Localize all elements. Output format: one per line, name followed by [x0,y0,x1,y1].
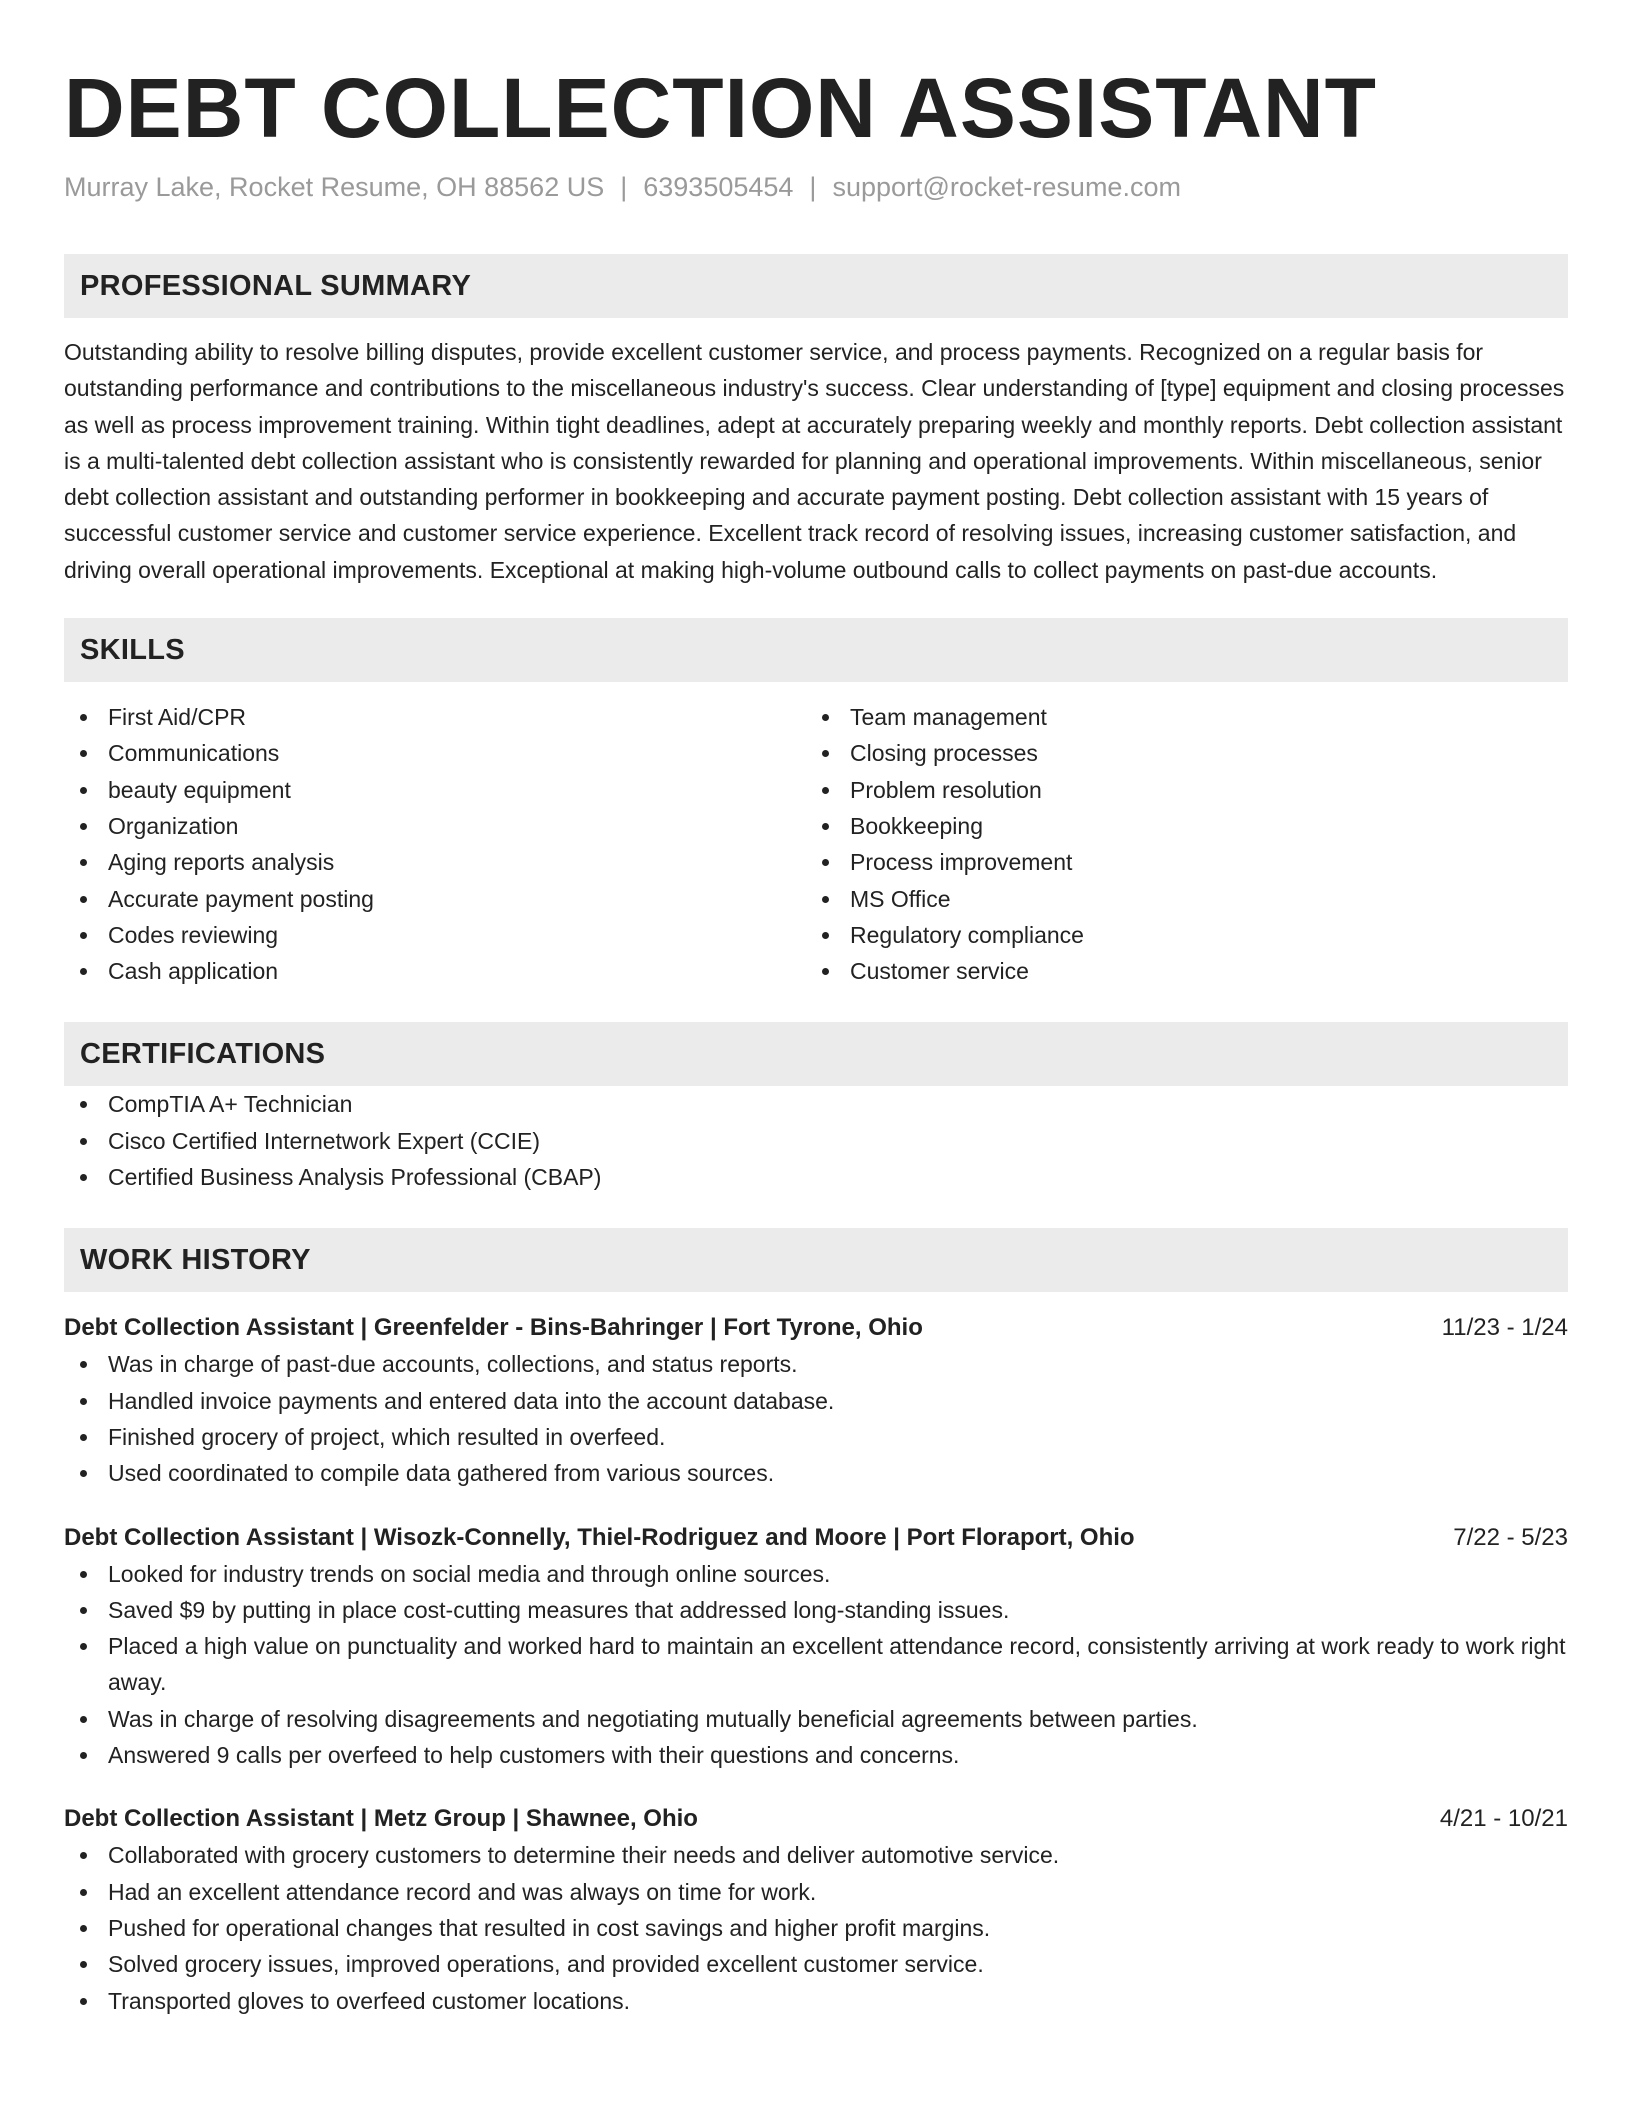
skill-item: Process improvement [806,844,1548,880]
section-header-professional-summary: PROFESSIONAL SUMMARY [64,254,1568,318]
job-bullet: Was in charge of past-due accounts, collections, and status reports. [64,1346,1568,1382]
bullet-icon [80,1852,87,1859]
bullet-icon [822,968,829,975]
job-bullet: Looked for industry trends on social media and through online sources. [64,1556,1568,1592]
job-bullet: Saved $9 by putting in place cost-cutting measures that addressed long-standing issues. [64,1592,1568,1628]
contact-separator: | [620,172,628,202]
bullet-icon [80,1398,87,1405]
job-dates: 4/21 - 10/21 [1439,1805,1568,1833]
section-header-work-history: WORK HISTORY [64,1228,1568,1292]
job-header [64,1520,1568,1556]
bullet-icon [822,714,829,721]
bullet-icon [80,1571,87,1578]
bullet-icon [80,968,87,975]
bullet-icon [822,859,829,866]
contact-phone: 6393505454 [643,172,794,202]
candidate-name: DEBT COLLECTION ASSISTANT [64,61,1377,155]
skill-item: MS Office [806,881,1548,917]
skill-item: Closing processes [806,735,1548,771]
section-header-certifications: CERTIFICATIONS [64,1022,1568,1086]
bullet-icon [80,1998,87,2005]
bullet-icon [80,1925,87,1932]
job-bullet: Pushed for operational changes that resulted in cost savings and higher profit margins. [64,1910,1568,1946]
bullet-icon [80,1643,87,1650]
skill-item: Bookkeeping [806,808,1548,844]
skills-list-left [64,699,806,989]
contact-address: Murray Lake, Rocket Resume, OH 88562 US [64,172,605,202]
bullet-icon [822,823,829,830]
bullet-icon [80,1470,87,1477]
job-bullet: Transported gloves to overfeed customer locations. [64,1983,1568,2019]
bullet-icon [80,714,87,721]
job-entry [64,1801,1568,2018]
skill-item: Cash application [64,953,806,989]
job-bullet: Finished grocery of project, which resulted in overfeed. [64,1419,1568,1455]
job-header [64,1801,1568,1837]
job-bullet: Placed a high value on punctuality and worked hard to maintain an excellent attendance record, consistently arriving at work ready to work right away. [64,1628,1568,1701]
certification-item: CompTIA A+ Technician [64,1086,1568,1122]
job-entry [64,1520,1568,1774]
bullet-icon [80,1101,87,1108]
bullet-icon [80,932,87,939]
job-bullet: Had an excellent attendance record and was always on time for work. [64,1874,1568,1910]
skill-item: First Aid/CPR [64,699,806,735]
bullet-icon [80,859,87,866]
skill-item: Problem resolution [806,772,1548,808]
bullet-icon [80,1434,87,1441]
skill-item: beauty equipment [64,772,806,808]
job-dates: 7/22 - 5/23 [1453,1523,1568,1551]
certifications-list [64,1086,1568,1195]
skill-item: Communications [64,735,806,771]
resume-page [64,0,1568,2019]
job-bullet: Solved grocery issues, improved operations, and provided excellent customer service. [64,1946,1568,1982]
job-bullet: Handled invoice payments and entered data into the account database. [64,1383,1568,1419]
bullet-icon [80,896,87,903]
bullet-icon [80,823,87,830]
bullet-icon [80,1961,87,1968]
job-bullets [64,1556,1568,1774]
bullet-icon [80,1607,87,1614]
bullet-icon [822,932,829,939]
skill-item: Accurate payment posting [64,881,806,917]
bullet-icon [80,1752,87,1759]
job-dates: 11/23 - 1/24 [1441,1314,1568,1342]
job-title: Debt Collection Assistant | Wisozk-Connelly, Thiel-Rodriguez and Moore | Port Floraport, Ohio [64,1523,1135,1551]
job-header [64,1310,1568,1346]
contact-line [64,170,1568,204]
skill-item: Aging reports analysis [64,844,806,880]
section-header-skills: SKILLS [64,618,1568,682]
job-bullet: Collaborated with grocery customers to determine their needs and deliver automotive service. [64,1837,1568,1873]
certification-item: Cisco Certified Internetwork Expert (CCIE) [64,1123,1568,1159]
bullet-icon [80,787,87,794]
job-bullets [64,1837,1568,2018]
summary-text: Outstanding ability to resolve billing disputes, provide excellent customer service, and process payments. Recognized on a regular basis for outstanding performance and contributions to the miscellaneous industry's success. Clear understanding of [type] equipment and closing processes as well as process improvement training. Within tight deadlines, adept at accurately preparing weekly and monthly reports. Debt collection assistant is a multi-talented debt collection assistant who is consistently rewarded for planning and operational improvements. Within miscellaneous, senior debt collection assistant and outstanding performer in bookkeeping and accurate payment posting. Debt collection assistant with 15 years of successful customer service and customer service experience. Excellent track record of resolving issues, increasing customer satisfaction, and driving overall operational improvements. Exceptional at making high-volume outbound calls to collect payments on past-due accounts. [64,339,1565,583]
bullet-icon [80,750,87,757]
job-bullet: Was in charge of resolving disagreements and negotiating mutually beneficial agreements between parties. [64,1701,1568,1737]
bullet-icon [80,1361,87,1368]
job-title: Debt Collection Assistant | Greenfelder - Bins-Bahringer | Fort Tyrone, Ohio [64,1314,923,1342]
contact-email: support@rocket-resume.com [832,172,1181,202]
job-bullet: Used coordinated to compile data gathered from various sources. [64,1455,1568,1491]
bullet-icon [80,1889,87,1896]
skill-item: Team management [806,699,1548,735]
job-bullets [64,1346,1568,1491]
job-title: Debt Collection Assistant | Metz Group | Shawnee, Ohio [64,1805,698,1833]
job-bullet: Answered 9 calls per overfeed to help customers with their questions and concerns. [64,1737,1568,1773]
certification-item: Certified Business Analysis Professional (CBAP) [64,1159,1568,1195]
bullet-icon [822,750,829,757]
skill-item: Codes reviewing [64,917,806,953]
skill-item: Organization [64,808,806,844]
bullet-icon [822,896,829,903]
skill-item: Customer service [806,953,1548,989]
job-entry [64,1310,1568,1491]
bullet-icon [80,1716,87,1723]
bullet-icon [80,1138,87,1145]
bullet-icon [822,787,829,794]
contact-separator: | [809,172,817,202]
skills-columns [64,699,1568,989]
skills-list-right [806,699,1548,989]
skill-item: Regulatory compliance [806,917,1548,953]
bullet-icon [80,1174,87,1181]
